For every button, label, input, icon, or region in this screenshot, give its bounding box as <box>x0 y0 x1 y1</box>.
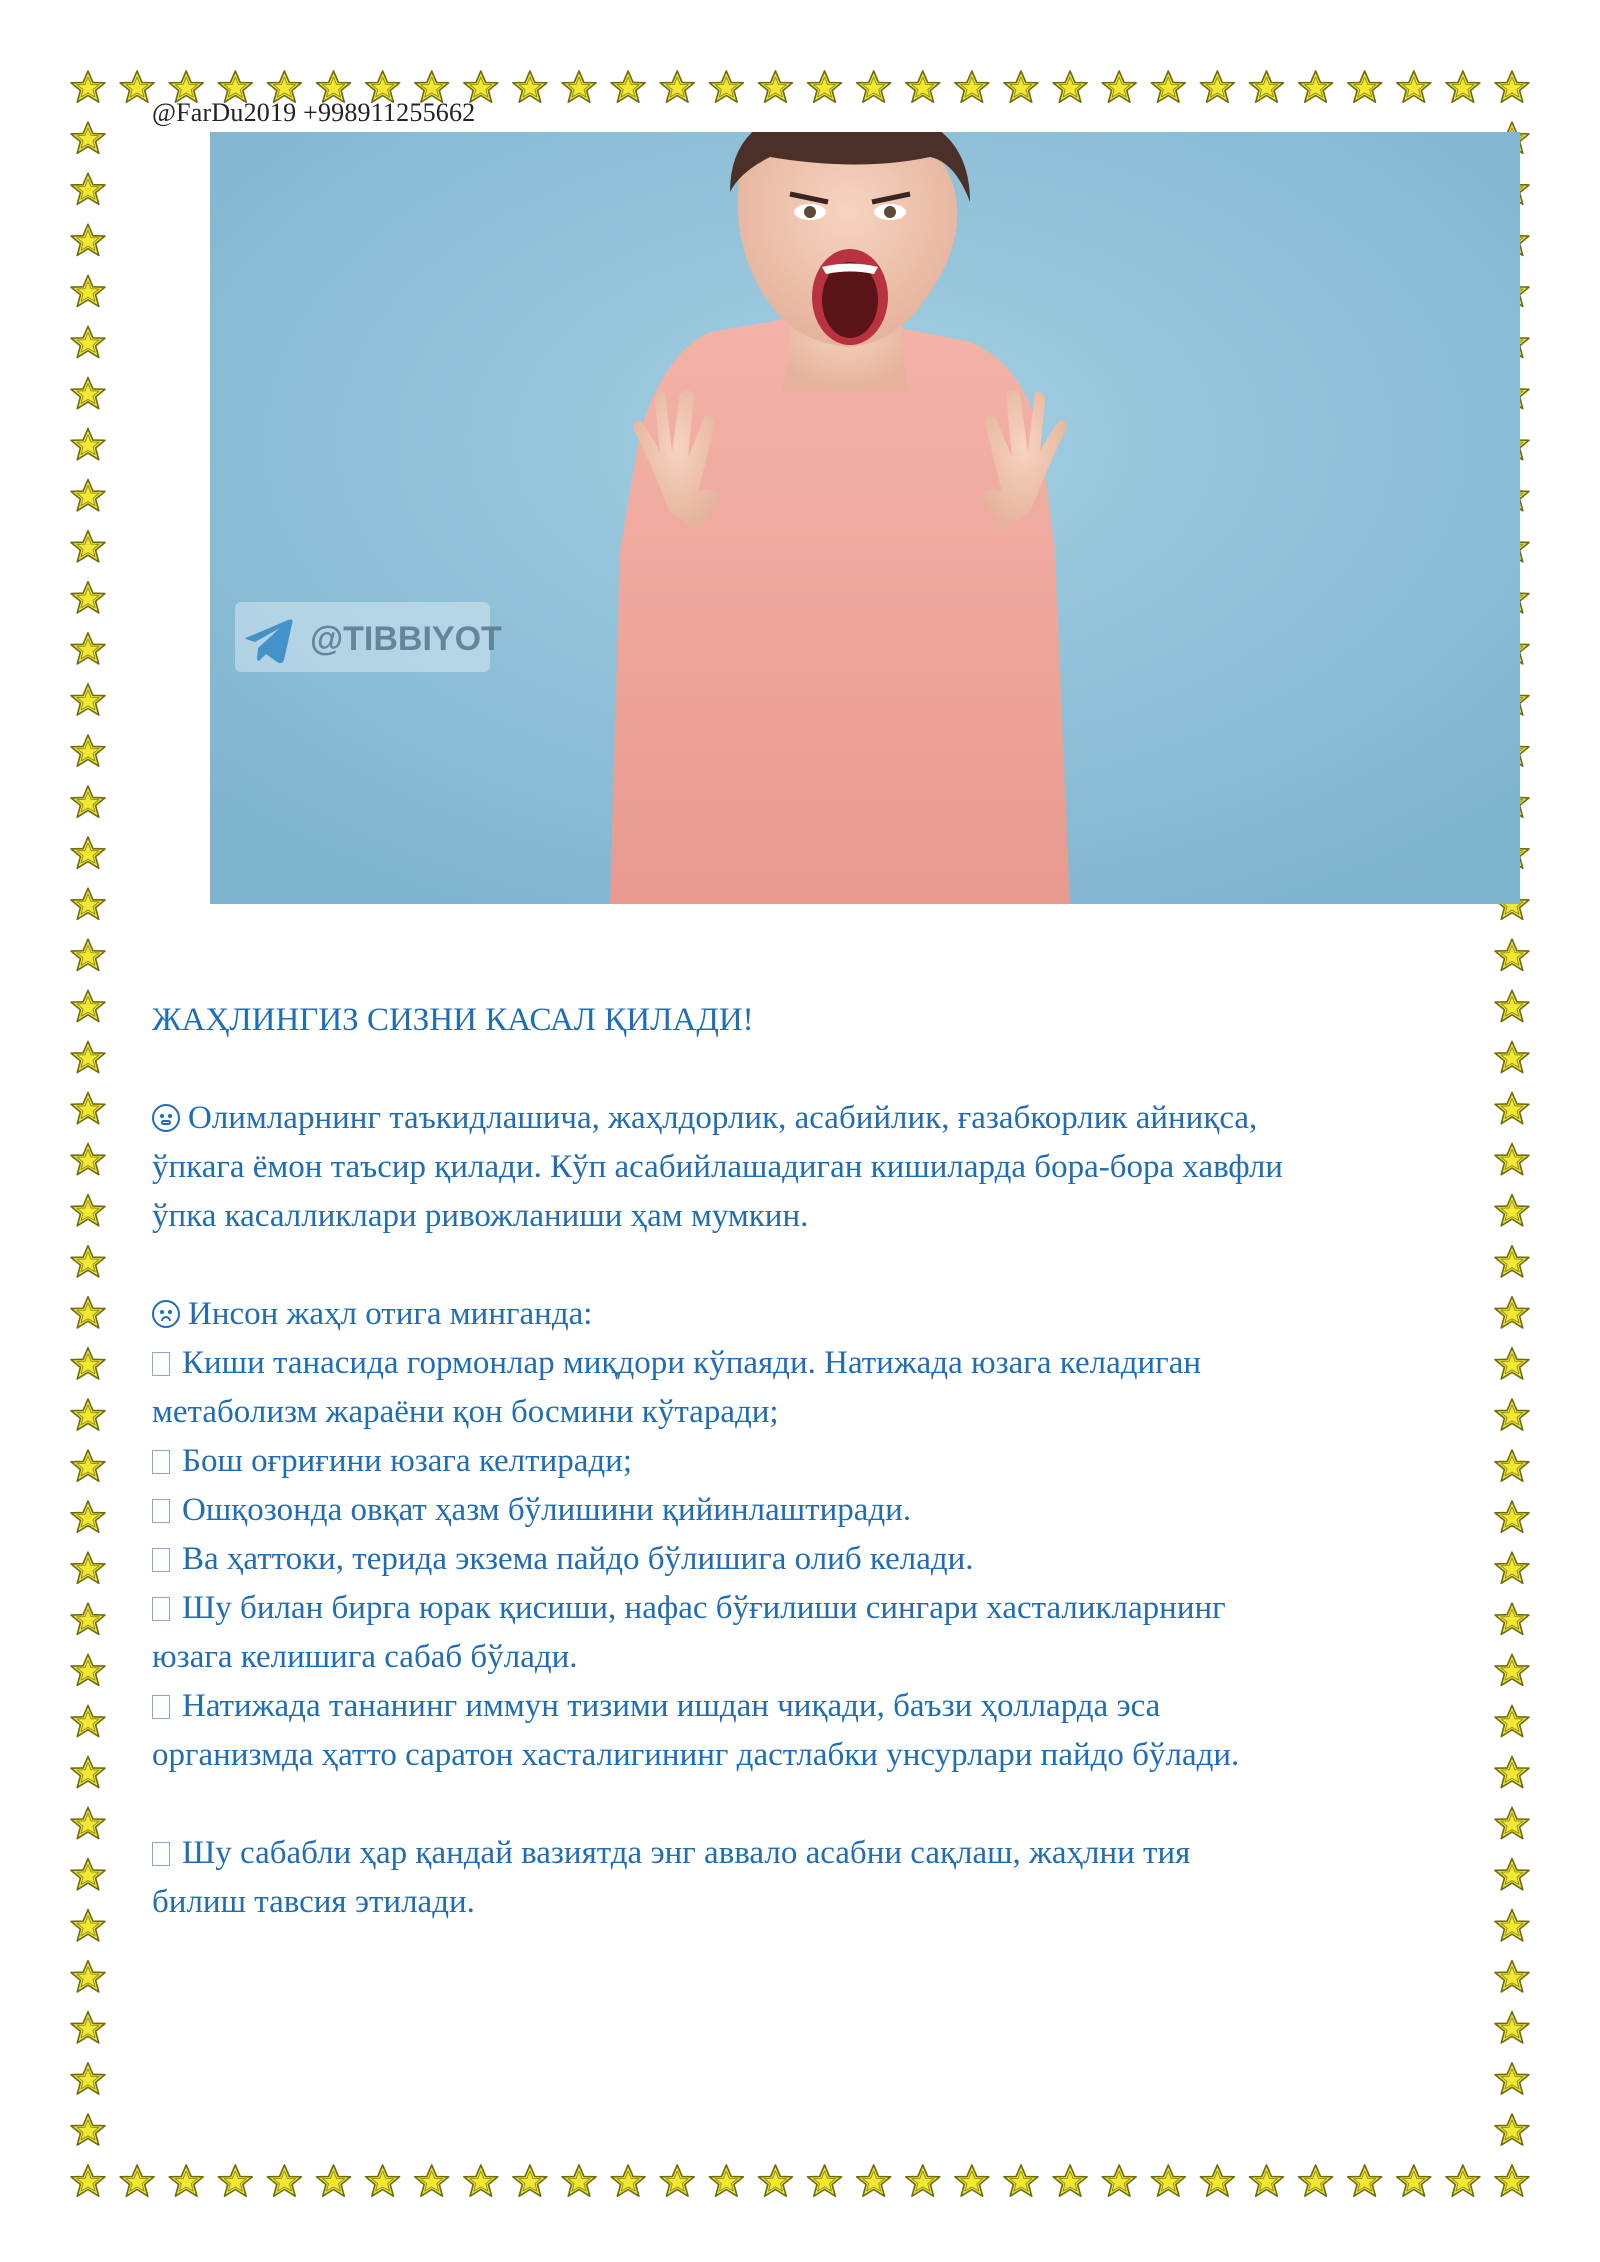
border-star-icon <box>1495 1705 1529 1736</box>
border-star-icon <box>71 786 105 817</box>
missing-glyph-icon <box>152 1842 170 1866</box>
border-star-icon <box>709 71 743 102</box>
border-star-icon <box>1200 2165 1234 2196</box>
border-star-icon <box>1053 2165 1087 2196</box>
border-star-icon <box>906 71 940 102</box>
border-star-icon <box>71 326 105 357</box>
border-star-icon <box>1004 2165 1038 2196</box>
border-star-icon <box>71 1092 105 1123</box>
list-item: Натижада тананинг иммун тизими ишдан чиқади, баъзи ҳолларда эса <box>152 1682 1472 1731</box>
border-star-icon <box>71 429 105 460</box>
border-star-icon <box>71 275 105 306</box>
border-star-icon <box>1495 2063 1529 2094</box>
border-star-icon <box>1151 2165 1185 2196</box>
border-star-icon <box>1495 1603 1529 1634</box>
border-star-icon <box>71 1603 105 1634</box>
border-star-icon <box>1495 1092 1529 1123</box>
woman-screaming-photo <box>210 132 1520 904</box>
border-star-icon <box>71 1552 105 1583</box>
border-star-icon <box>1495 1552 1529 1583</box>
worried-face-icon <box>152 1300 180 1328</box>
border-star-icon <box>1348 2165 1382 2196</box>
border-star-icon <box>71 173 105 204</box>
border-star-icon <box>1249 71 1283 102</box>
border-star-icon <box>1495 1450 1529 1481</box>
border-star-icon <box>1249 2165 1283 2196</box>
border-star-icon <box>1495 1756 1529 1787</box>
border-star-icon <box>660 71 694 102</box>
border-star-icon <box>71 71 105 102</box>
border-star-icon <box>415 2165 449 2196</box>
border-star-icon <box>1397 2165 1431 2196</box>
effects-list <box>152 1290 1472 1780</box>
border-star-icon <box>71 2063 105 2094</box>
border-star-icon <box>71 1756 105 1787</box>
border-star-icon <box>71 1859 105 1890</box>
border-star-icon <box>955 2165 989 2196</box>
border-star-icon <box>71 1450 105 1481</box>
border-star-icon <box>758 2165 792 2196</box>
intro-line: Олимларнинг таъкидлашича, жаҳлдорлик, асабийлик, ғазабкорлик айниқса, <box>152 1094 1472 1143</box>
missing-glyph-icon <box>152 1450 170 1474</box>
border-star-icon <box>857 71 891 102</box>
border-star-icon <box>1495 939 1529 970</box>
border-star-icon <box>1495 1041 1529 1072</box>
border-star-icon <box>71 1195 105 1226</box>
border-star-icon <box>1495 1297 1529 1328</box>
border-star-icon <box>120 2165 154 2196</box>
border-star-icon <box>71 990 105 1021</box>
border-star-icon <box>906 2165 940 2196</box>
border-star-icon <box>71 1041 105 1072</box>
border-star-icon <box>1495 2114 1529 2145</box>
list-item-continuation: юзага келишига сабаб бўлади. <box>152 1639 578 1675</box>
border-star-icon <box>267 2165 301 2196</box>
border-star-icon <box>1495 1399 1529 1430</box>
border-star-icon <box>1397 71 1431 102</box>
border-star-icon <box>1495 71 1529 102</box>
missing-glyph-icon <box>152 1548 170 1572</box>
border-star-icon <box>1053 71 1087 102</box>
list-item: Ва ҳаттоки, терида экзема пайдо бўлишига олиб келади. <box>152 1535 1472 1584</box>
border-star-icon <box>71 939 105 970</box>
border-star-icon <box>71 224 105 255</box>
border-star-icon <box>71 1705 105 1736</box>
border-star-icon <box>71 633 105 664</box>
border-star-icon <box>71 1297 105 1328</box>
border-star-icon <box>1200 71 1234 102</box>
border-star-icon <box>71 837 105 868</box>
missing-glyph-icon <box>152 1499 170 1523</box>
border-star-icon <box>611 71 645 102</box>
border-star-icon <box>1495 1195 1529 1226</box>
border-star-icon <box>1299 2165 1333 2196</box>
border-star-icon <box>71 735 105 766</box>
border-star-icon <box>366 2165 400 2196</box>
border-star-icon <box>1299 71 1333 102</box>
border-star-icon <box>1151 71 1185 102</box>
border-star-icon <box>758 71 792 102</box>
header-contact: @FarDu2019 +998911255662 <box>152 98 476 127</box>
border-star-icon <box>1495 1246 1529 1277</box>
border-star-icon <box>71 684 105 715</box>
border-star-icon <box>513 71 547 102</box>
list-item: Киши танасида гормонлар миқдори кўпаяди. Натижада юзага келадиган <box>152 1339 1472 1388</box>
article-title: ЖАҲЛИНГИЗ СИЗНИ КАСАЛ ҚИЛАДИ! <box>152 1002 754 1038</box>
border-star-icon <box>1495 1144 1529 1175</box>
intro-paragraph <box>152 1094 1472 1241</box>
border-star-icon <box>562 2165 596 2196</box>
border-star-icon <box>660 2165 694 2196</box>
border-star-icon <box>71 888 105 919</box>
list-item-continuation: организмда ҳатто саратон хасталигининг дастлабки унсурлари пайдо бўлади. <box>152 1737 1240 1773</box>
list-heading: Инсон жаҳл отига минганда: <box>152 1290 1472 1339</box>
intro-line: ўпка касалликлари ривожланиши ҳам мумкин. <box>152 1198 809 1234</box>
border-star-icon <box>1495 2165 1529 2196</box>
list-item-continuation: метаболизм жараёни қон босмини кўтаради; <box>152 1394 779 1430</box>
border-star-icon <box>562 71 596 102</box>
border-star-icon <box>1495 1910 1529 1941</box>
border-star-icon <box>71 1501 105 1532</box>
border-star-icon <box>71 1654 105 1685</box>
border-star-icon <box>71 582 105 613</box>
border-star-icon <box>611 2165 645 2196</box>
border-star-icon <box>1495 1501 1529 1532</box>
border-star-icon <box>1495 1348 1529 1379</box>
border-star-icon <box>1004 71 1038 102</box>
border-star-icon <box>1348 71 1382 102</box>
list-item: Ошқозонда овқат ҳазм бўлишини қийинлаштиради. <box>152 1486 1472 1535</box>
border-star-icon <box>1495 1654 1529 1685</box>
conclusion-line: Шу сабабли ҳар қандай вазиятда энг аввало асабни сақлаш, жаҳлни тия <box>152 1829 1472 1878</box>
border-star-icon <box>71 1144 105 1175</box>
border-star-icon <box>71 531 105 562</box>
border-star-icon <box>218 2165 252 2196</box>
border-star-icon <box>1495 990 1529 1021</box>
border-star-icon <box>71 1910 105 1941</box>
border-star-icon <box>71 2114 105 2145</box>
border-star-icon <box>1495 1961 1529 1992</box>
border-star-icon <box>71 1246 105 1277</box>
border-star-icon <box>120 71 154 102</box>
missing-glyph-icon <box>152 1597 170 1621</box>
border-star-icon <box>71 1961 105 1992</box>
border-star-icon <box>513 2165 547 2196</box>
border-star-icon <box>1446 71 1480 102</box>
border-star-icon <box>1446 2165 1480 2196</box>
border-star-icon <box>71 1807 105 1838</box>
border-star-icon <box>71 1399 105 1430</box>
missing-glyph-icon <box>152 1352 170 1376</box>
missing-glyph-icon <box>152 1695 170 1719</box>
border-star-icon <box>317 2165 351 2196</box>
border-star-icon <box>71 377 105 408</box>
border-star-icon <box>808 2165 842 2196</box>
border-star-icon <box>955 71 989 102</box>
border-star-icon <box>1495 1807 1529 1838</box>
border-star-icon <box>808 71 842 102</box>
border-star-icon <box>1495 2012 1529 2043</box>
border-star-icon <box>464 2165 498 2196</box>
border-star-icon <box>71 480 105 511</box>
border-star-icon <box>709 2165 743 2196</box>
list-item: Шу билан бирга юрак қисиши, нафас бўғилиши сингари хасталикларнинг <box>152 1584 1472 1633</box>
border-star-icon <box>1495 1859 1529 1890</box>
border-star-icon <box>1102 71 1136 102</box>
article-body <box>152 996 1472 1976</box>
border-star-icon <box>71 2012 105 2043</box>
grimacing-face-icon <box>152 1104 180 1132</box>
border-star-icon <box>1102 2165 1136 2196</box>
border-star-icon <box>71 1348 105 1379</box>
border-star-icon <box>71 2165 105 2196</box>
article-photo <box>210 132 1520 904</box>
intro-line: ўпкага ёмон таъсир қилади. Кўп асабийлашадиган кишиларда бора-бора хавфли <box>152 1149 1283 1185</box>
border-star-icon <box>71 122 105 153</box>
border-star-icon <box>169 2165 203 2196</box>
conclusion-paragraph <box>152 1829 1472 1927</box>
border-star-icon <box>857 2165 891 2196</box>
conclusion-line: билиш тавсия этилади. <box>152 1884 475 1920</box>
watermark-text: @TIBBIYOT <box>310 620 502 658</box>
list-item: Бош оғриғини юзага келтиради; <box>152 1437 1472 1486</box>
